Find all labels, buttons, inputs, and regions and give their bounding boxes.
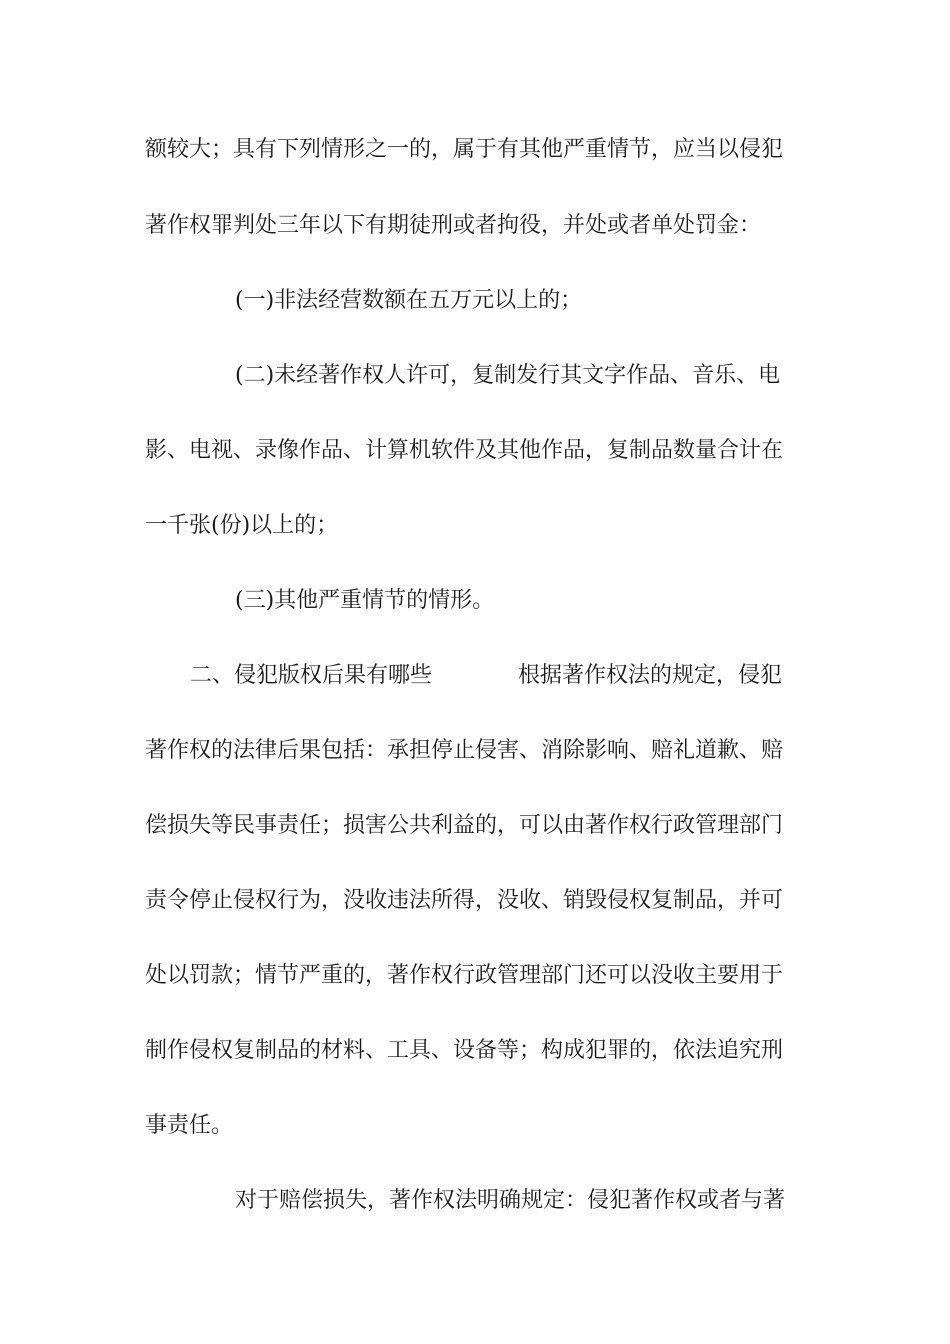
list-item: (二)未经著作权人许可，复制发行其文字作品、音乐、电: [235, 363, 781, 388]
text-line: 对于赔偿损失，著作权法明确规定：侵犯著作权或者与著: [235, 1188, 786, 1213]
text-line: 一千张(份)以上的；: [145, 513, 339, 538]
text-line: 责令停止侵权行为，没收违法所得，没收、销毁侵权复制品，并可: [145, 888, 784, 913]
text-line: 处以罚款；情节严重的，著作权行政管理部门还可以没收主要用于: [145, 963, 784, 988]
text-fragment: 根据著作权法的规定，侵犯: [518, 663, 783, 688]
list-item: (三)其他严重情节的情形。: [235, 588, 495, 613]
text-line: 著作权罪判处三年以下有期徒刑或者拘役，并处或者单处罚金：: [145, 213, 762, 238]
text-line: 额较大；具有下列情形之一的，属于有其他严重情节，应当以侵犯: [145, 137, 784, 162]
text-line: 影、电视、录像作品、计算机软件及其他作品，复制品数量合计在: [145, 438, 784, 463]
text-line: 偿损失等民事责任；损害公共利益的，可以由著作权行政管理部门: [145, 813, 784, 838]
list-item: (一)非法经营数额在五万元以上的；: [235, 288, 583, 313]
section-heading: 二、侵犯版权后果有哪些: [190, 663, 433, 688]
section-heading-line: [190, 661, 850, 691]
text-line: 制作侵权复制品的材料、工具、设备等；构成犯罪的，依法追究刑: [145, 1038, 784, 1063]
text-line: 著作权的法律后果包括：承担停止侵害、消除影响、赔礼道歉、赔: [145, 738, 784, 763]
text-line: 事责任。: [145, 1113, 234, 1138]
